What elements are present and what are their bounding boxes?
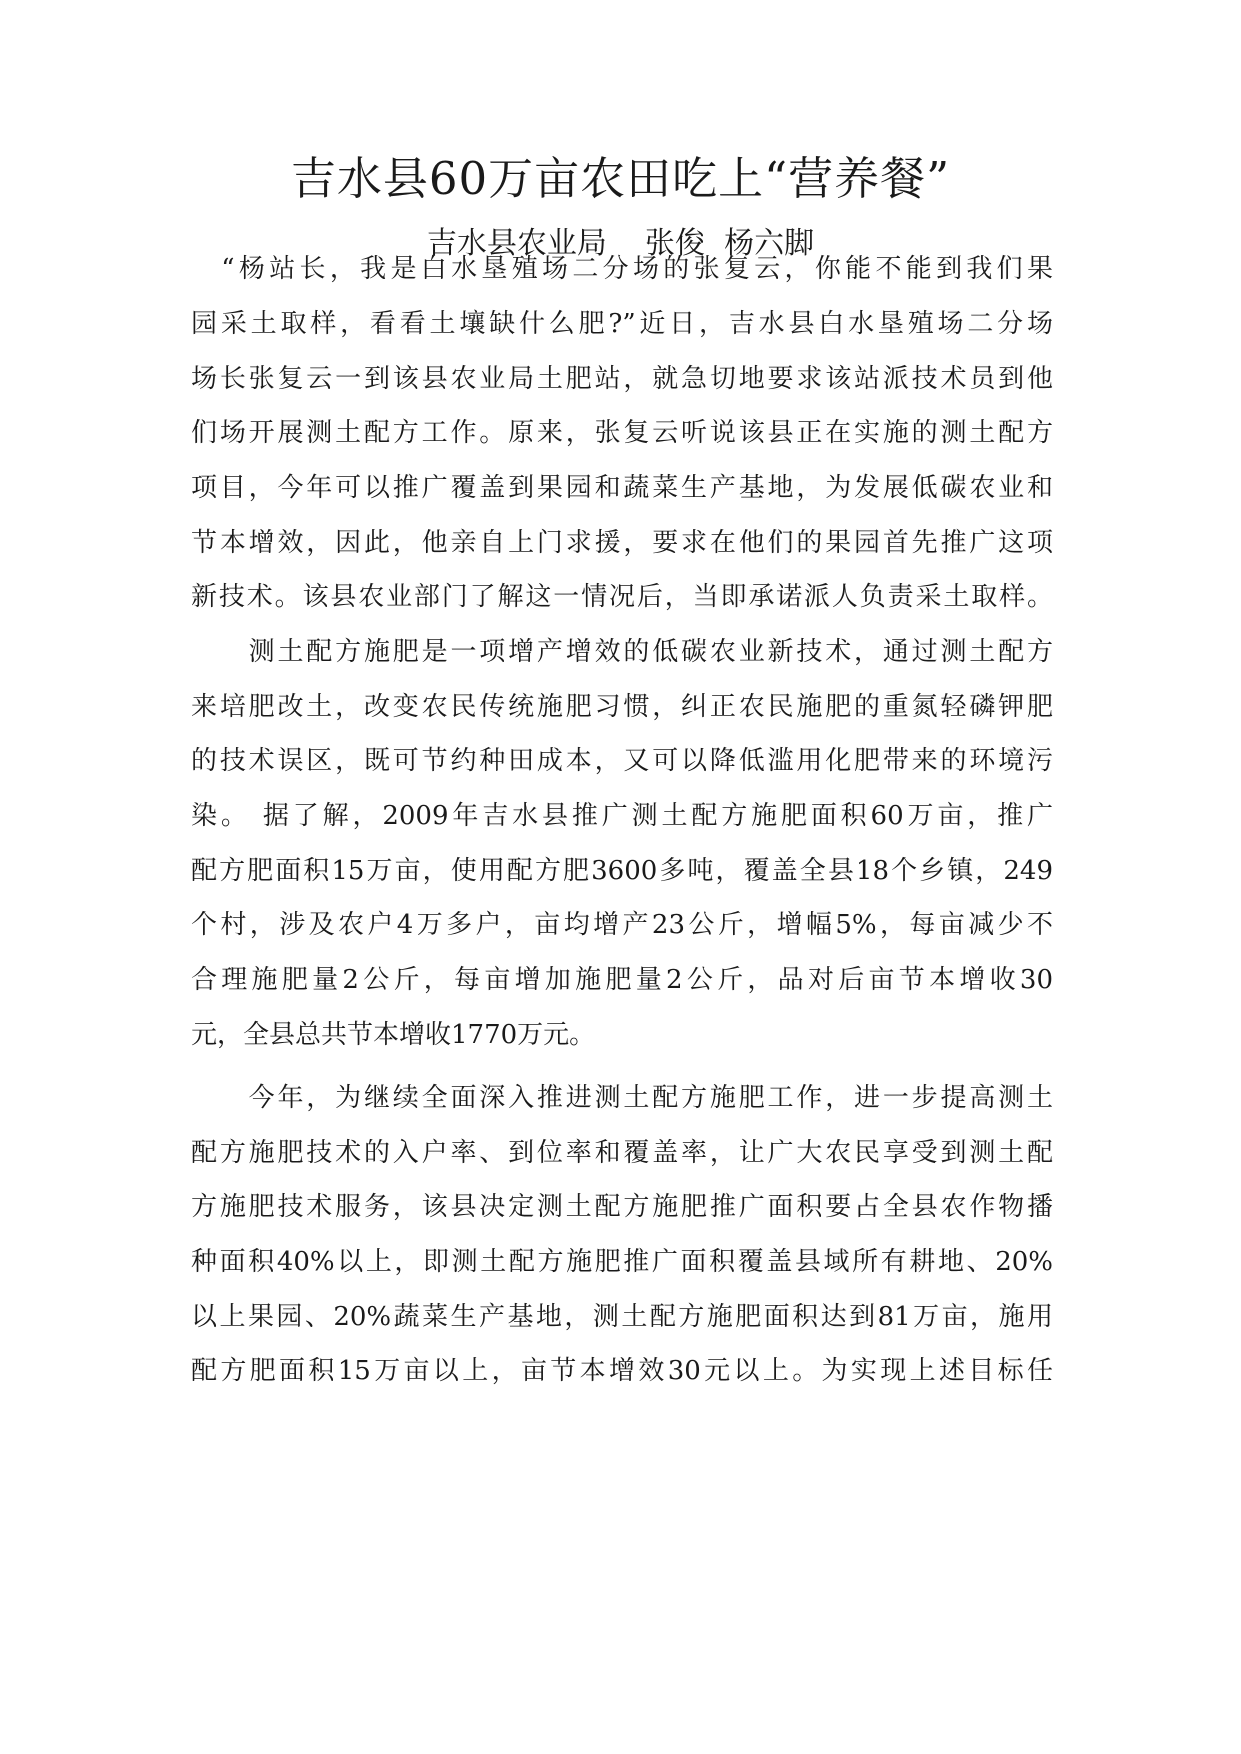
body-line: 个村，涉及农户4万多户，亩均增产23公斤，增幅5%，每亩减少不 <box>191 910 1053 940</box>
body-line: “杨站长，我是白水垦殖场二分场的张复云，你能不能到我们果 <box>191 254 1053 284</box>
document-byline: 吉水县农业局 张俊 杨六脚 <box>426 226 815 261</box>
body-line: 合理施肥量2公斤，每亩增加施肥量2公斤，品对后亩节本增收30 <box>191 965 1053 995</box>
body-line: 元，全县总共节本增收1770万元。 <box>191 1020 596 1050</box>
body-line: 染。 据了解，2009年吉水县推广测土配方施肥面积60万亩，推广 <box>191 801 1053 831</box>
body-line: 配方施肥技术的入户率、到位率和覆盖率，让广大农民享受到测土配 <box>191 1138 1053 1168</box>
body-line: 们场开展测土配方工作。原来，张复云听说该县正在实施的测土配方 <box>191 418 1053 448</box>
body-line: 今年，为继续全面深入推进测土配方施肥工作，进一步提高测土 <box>191 1083 1053 1113</box>
body-line: 方施肥技术服务，该县决定测土配方施肥推广面积要占全县农作物播 <box>191 1192 1053 1222</box>
body-line: 园采土取样，看看土壤缺什么肥?”近日，吉水县白水垦殖场二分场 <box>191 309 1053 339</box>
body-line: 新技术。该县农业部门了解这一情况后，当即承诺派人负责采土取样。 <box>191 582 1053 612</box>
body-line: 来培肥改土，改变农民传统施肥习惯，纠正农民施肥的重氮轻磷钾肥 <box>191 692 1053 722</box>
body-line: 的技术误区，既可节约种田成本，又可以降低滥用化肥带来的环境污 <box>191 746 1053 776</box>
body-line: 测土配方施肥是一项增产增效的低碳农业新技术，通过测土配方 <box>191 637 1053 667</box>
body-line: 配方肥面积15万亩以上，亩节本增效30元以上。为实现上述目标任 <box>191 1356 1053 1386</box>
document-title: 吉水县60万亩农田吃上“营养餐” <box>290 152 951 205</box>
body-line: 种面积40%以上，即测土配方施肥推广面积覆盖县域所有耕地、20% <box>191 1247 1053 1277</box>
body-line: 项目，今年可以推广覆盖到果园和蔬菜生产基地，为发展低碳农业和 <box>191 473 1053 503</box>
body-line: 场长张复云一到该县农业局土肥站，就急切地要求该站派技术员到他 <box>191 364 1053 394</box>
body-line: 配方肥面积15万亩，使用配方肥3600多吨，覆盖全县18个乡镇，249 <box>191 856 1053 886</box>
body-line: 节本增效，因此，他亲自上门求援，要求在他们的果园首先推广这项 <box>191 528 1053 558</box>
body-line: 以上果园、20%蔬菜生产基地，测土配方施肥面积达到81万亩，施用 <box>191 1302 1053 1332</box>
